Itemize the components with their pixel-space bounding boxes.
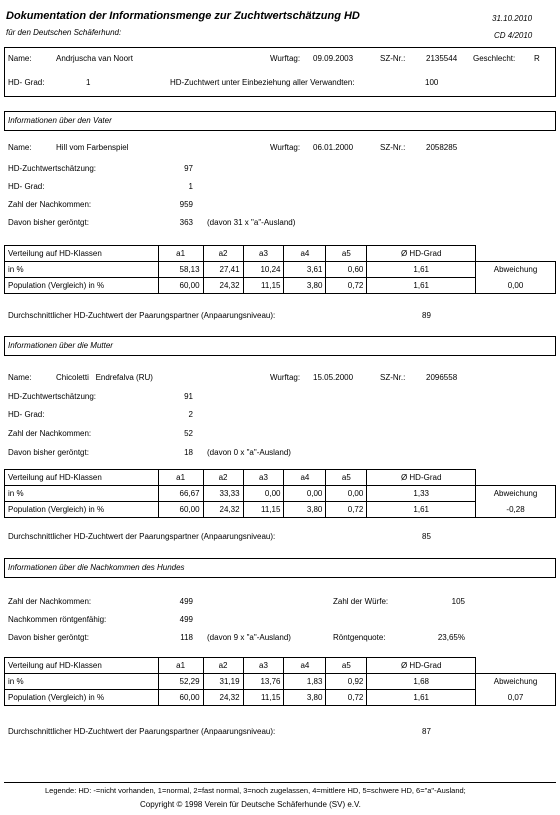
table-row — [5, 486, 556, 502]
table-cell: 0,00 — [284, 486, 326, 502]
col-a5: a5 — [326, 470, 367, 486]
table-cell: 24,32 — [203, 690, 243, 706]
vater-avg-label: Durchschnittlicher HD-Zuchtwert der Paarungspartner (Anpaarungsniveau): — [8, 311, 276, 320]
vater-avg: 89 — [422, 311, 431, 320]
vater-sz: 2058285 — [426, 143, 458, 152]
table-cell: 11,15 — [243, 278, 284, 294]
abweichung-value: -0,28 — [476, 502, 556, 518]
table-cell: 10,24 — [243, 262, 284, 278]
table-row — [5, 674, 556, 690]
nachkommen-geroentgt: 118 — [180, 633, 193, 642]
nachkommen-geroentgt-note: (davon 9 x "a"-Ausland) — [207, 633, 291, 642]
nachkommen-section-title: Informationen über die Nachkommen des Hundes — [8, 563, 185, 572]
nachkommen-wuerfe-label: Zahl der Würfe: — [333, 597, 389, 606]
cd-version: CD 4/2010 — [494, 31, 533, 40]
mutter-nachkommen: 52 — [184, 429, 193, 438]
dog-name-label: Name: — [8, 54, 32, 63]
vater-geroentgt-note: (davon 31 x "a"-Ausland) — [207, 218, 296, 227]
nachkommen-roentgenfaehig: 499 — [179, 615, 193, 624]
vater-hd-label: HD- Grad: — [8, 182, 45, 191]
col-hd-grad: Ø HD-Grad — [367, 658, 476, 674]
table-row — [5, 262, 556, 278]
nachkommen-hd-table — [4, 657, 556, 706]
mutter-nachkommen-label: Zahl der Nachkommen: — [8, 429, 92, 438]
col-a1: a1 — [158, 246, 203, 262]
table-header-label: Verteilung auf HD-Klassen — [5, 470, 159, 486]
col-a4: a4 — [284, 246, 326, 262]
mutter-name-label: Name: — [8, 373, 32, 382]
report-date: 31.10.2010 — [492, 14, 533, 23]
col-a5: a5 — [326, 658, 367, 674]
vater-zws: 97 — [184, 164, 193, 173]
mutter-hd-table — [4, 469, 556, 518]
table-cell: 3,80 — [284, 502, 326, 518]
row-pop-label: Population (Vergleich) in % — [5, 502, 159, 518]
table-cell: 58,13 — [158, 262, 203, 278]
vater-hd-table — [4, 245, 556, 294]
vater-nachkommen: 959 — [179, 200, 193, 209]
abweichung-value: 0,07 — [476, 690, 556, 706]
table-empty-cell — [476, 658, 556, 674]
table-cell: 1,61 — [367, 502, 476, 518]
abweichung-value: 0,00 — [476, 278, 556, 294]
mutter-avg: 85 — [422, 532, 431, 541]
table-cell: 1,61 — [367, 690, 476, 706]
vater-zws-label: HD-Zuchtwertschätzung: — [8, 164, 97, 173]
vater-name: Hill vom Farbenspiel — [56, 143, 129, 152]
table-row — [5, 690, 556, 706]
page-subtitle: für den Deutschen Schäferhund: — [6, 28, 122, 37]
table-cell: 24,32 — [203, 502, 243, 518]
row-pct-label: in % — [5, 674, 159, 690]
table-cell: 60,00 — [158, 278, 203, 294]
table-empty-cell — [476, 246, 556, 262]
footer-copyright: Copyright © 1998 Verein für Deutsche Schäferhunde (SV) e.V. — [140, 800, 361, 809]
mutter-geroentgt-label: Davon bisher geröntgt: — [8, 448, 89, 457]
abweichung-label: Abweichung — [476, 262, 556, 278]
mutter-hd-label: HD- Grad: — [8, 410, 45, 419]
col-a3: a3 — [243, 470, 284, 486]
table-cell: 24,32 — [203, 278, 243, 294]
col-a3: a3 — [243, 246, 284, 262]
table-row — [5, 246, 556, 262]
mutter-hd: 2 — [188, 410, 193, 419]
footer-legend: Legende: HD: -=nicht vorhanden, 1=normal, 2=fast normal, 3=noch zugelassen, 4=mittlere HD, 5=schwere HD, 6="a"-Ausland; — [45, 786, 466, 795]
col-a4: a4 — [284, 470, 326, 486]
vater-wurftag-label: Wurftag: — [270, 143, 301, 152]
nachkommen-avg: 87 — [422, 727, 431, 736]
table-row — [5, 470, 556, 486]
mutter-name: Chicoletti Endrefalva (RU) — [56, 373, 153, 382]
col-a1: a1 — [158, 470, 203, 486]
table-empty-cell — [476, 470, 556, 486]
mutter-zws: 91 — [184, 392, 193, 401]
row-pop-label: Population (Vergleich) in % — [5, 690, 159, 706]
table-cell: 1,33 — [367, 486, 476, 502]
col-a5: a5 — [326, 246, 367, 262]
mutter-sz-label: SZ-Nr.: — [380, 373, 406, 382]
nachkommen-wuerfe: 105 — [451, 597, 465, 606]
table-cell: 3,80 — [284, 278, 326, 294]
nachkommen-roentgenfaehig-label: Nachkommen röntgenfähig: — [8, 615, 107, 624]
row-pct-label: in % — [5, 262, 159, 278]
vater-geroentgt: 363 — [179, 218, 193, 227]
col-a3: a3 — [243, 658, 284, 674]
row-pct-label: in % — [5, 486, 159, 502]
table-cell: 0,92 — [326, 674, 367, 690]
dog-wurftag-label: Wurftag: — [270, 54, 301, 63]
nachkommen-quote-label: Röntgenquote: — [333, 633, 386, 642]
mutter-wurftag: 15.05.2000 — [313, 373, 354, 382]
vater-wurftag: 06.01.2000 — [313, 143, 354, 152]
nachkommen-geroentgt-label: Davon bisher geröntgt: — [8, 633, 89, 642]
col-a2: a2 — [203, 470, 243, 486]
table-row — [5, 658, 556, 674]
dog-zuchtwert-label: HD-Zuchtwert unter Einbeziehung aller Verwandten: — [170, 78, 355, 87]
nachkommen-quote: 23,65% — [437, 633, 465, 642]
table-cell: 0,72 — [326, 278, 367, 294]
dog-name: Andrjuscha van Noort — [56, 54, 133, 63]
col-a2: a2 — [203, 658, 243, 674]
table-cell: 0,00 — [326, 486, 367, 502]
page-title: Dokumentation der Informationsmenge zur Zuchtwertschätzung HD — [6, 10, 360, 22]
abweichung-label: Abweichung — [476, 486, 556, 502]
table-cell: 3,61 — [284, 262, 326, 278]
table-cell: 3,80 — [284, 690, 326, 706]
col-a2: a2 — [203, 246, 243, 262]
footer-divider — [4, 782, 556, 783]
mutter-avg-label: Durchschnittlicher HD-Zuchtwert der Paarungspartner (Anpaarungsniveau): — [8, 532, 276, 541]
nachkommen-avg-label: Durchschnittlicher HD-Zuchtwert der Paarungspartner (Anpaarungsniveau): — [8, 727, 276, 736]
table-cell: 1,83 — [284, 674, 326, 690]
dog-sz: 2135544 — [426, 54, 458, 63]
dog-zuchtwert: 100 — [425, 78, 439, 87]
mutter-zws-label: HD-Zuchtwertschätzung: — [8, 392, 97, 401]
table-cell: 11,15 — [243, 502, 284, 518]
vater-name-label: Name: — [8, 143, 32, 152]
table-cell: 1,61 — [367, 278, 476, 294]
table-row — [5, 502, 556, 518]
table-cell: 13,76 — [243, 674, 284, 690]
table-cell: 0,72 — [326, 690, 367, 706]
dog-geschlecht: R — [534, 54, 540, 63]
table-cell: 1,68 — [367, 674, 476, 690]
table-cell: 66,67 — [158, 486, 203, 502]
vater-hd: 1 — [188, 182, 193, 191]
vater-section-title: Informationen über den Vater — [8, 116, 112, 125]
mutter-sz: 2096558 — [426, 373, 458, 382]
mutter-geroentgt-note: (davon 0 x "a"-Ausland) — [207, 448, 291, 457]
dog-sz-label: SZ-Nr.: — [380, 54, 406, 63]
col-a1: a1 — [158, 658, 203, 674]
col-hd-grad: Ø HD-Grad — [367, 470, 476, 486]
dog-wurftag: 09.09.2003 — [313, 54, 354, 63]
dog-geschlecht-label: Geschlecht: — [473, 54, 516, 63]
vater-nachkommen-label: Zahl der Nachkommen: — [8, 200, 92, 209]
table-cell: 11,15 — [243, 690, 284, 706]
col-hd-grad: Ø HD-Grad — [367, 246, 476, 262]
nachkommen-zahl: 499 — [179, 597, 193, 606]
table-cell: 60,00 — [158, 502, 203, 518]
vater-geroentgt-label: Davon bisher geröntgt: — [8, 218, 89, 227]
table-cell: 0,00 — [243, 486, 284, 502]
mutter-section-title: Informationen über die Mutter — [8, 341, 113, 350]
dog-hd-grad: 1 — [86, 78, 91, 87]
table-cell: 60,00 — [158, 690, 203, 706]
table-cell: 27,41 — [203, 262, 243, 278]
mutter-wurftag-label: Wurftag: — [270, 373, 301, 382]
table-cell: 1,61 — [367, 262, 476, 278]
mutter-geroentgt: 18 — [184, 448, 193, 457]
nachkommen-zahl-label: Zahl der Nachkommen: — [8, 597, 92, 606]
abweichung-label: Abweichung — [476, 674, 556, 690]
vater-sz-label: SZ-Nr.: — [380, 143, 406, 152]
table-cell: 52,29 — [158, 674, 203, 690]
table-cell: 33,33 — [203, 486, 243, 502]
dog-hd-grad-label: HD- Grad: — [8, 78, 45, 87]
table-cell: 0,60 — [326, 262, 367, 278]
row-pop-label: Population (Vergleich) in % — [5, 278, 159, 294]
table-header-label: Verteilung auf HD-Klassen — [5, 658, 159, 674]
col-a4: a4 — [284, 658, 326, 674]
table-cell: 0,72 — [326, 502, 367, 518]
table-row — [5, 278, 556, 294]
table-header-label: Verteilung auf HD-Klassen — [5, 246, 159, 262]
table-cell: 31,19 — [203, 674, 243, 690]
